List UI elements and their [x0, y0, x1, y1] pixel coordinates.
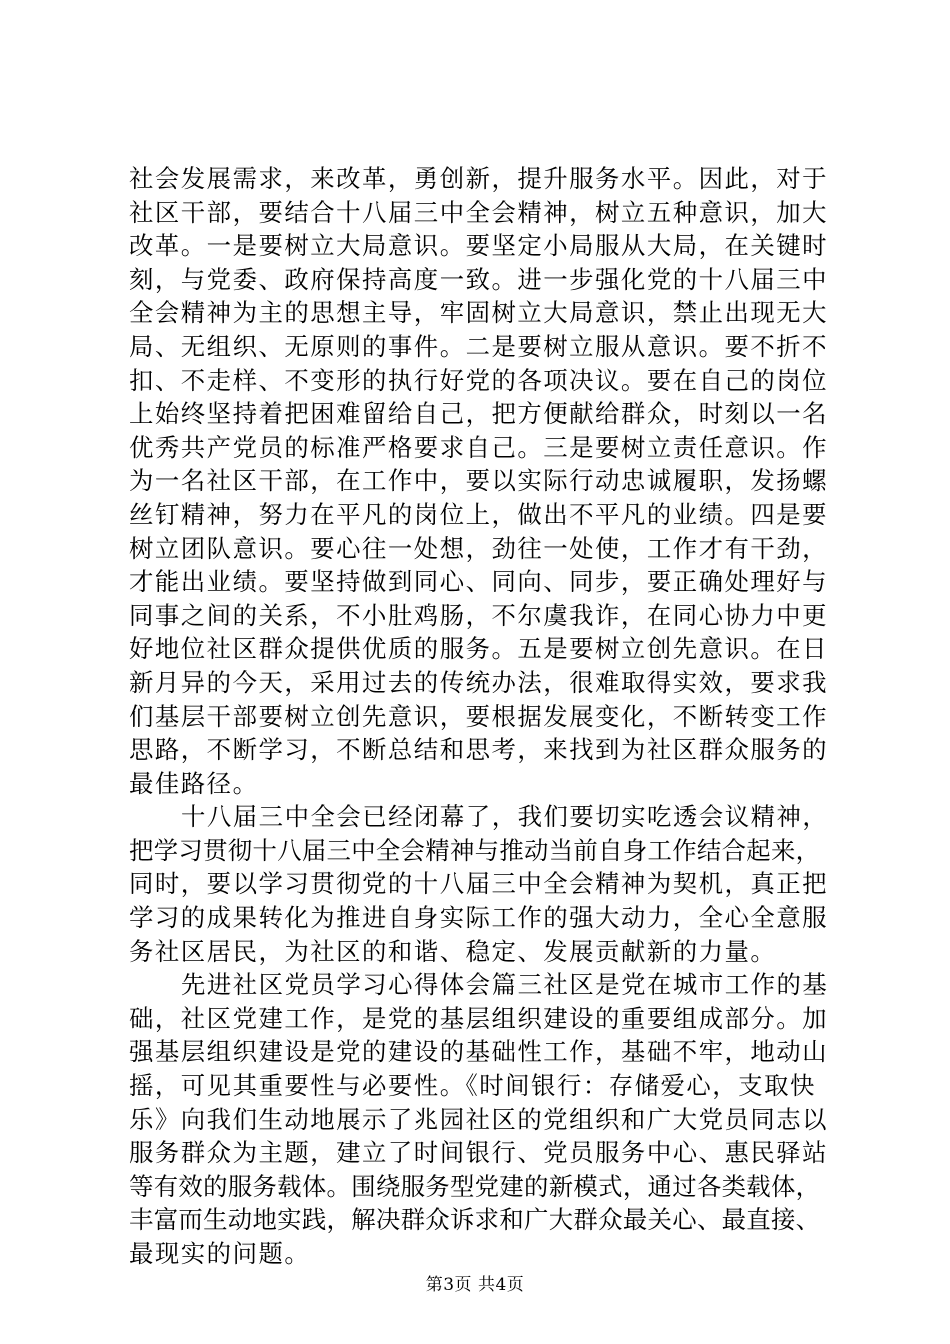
text-line: 们基层干部要树立创先意识，要根据发展变化，不断转变工作: [129, 701, 829, 731]
text-line: 全会精神为主的思想主导，牢固树立大局意识，禁止出现无大: [129, 298, 829, 328]
text-line: 务社区居民，为社区的和谐、稳定、发展贡献新的力量。: [129, 936, 777, 966]
text-line: 最现实的问题。: [129, 1239, 311, 1268]
text-line: 同时，要以学习贯彻党的十八届三中全会精神为契机，真正把: [129, 869, 829, 899]
text-line: 优秀共产党员的标准严格要求自己。三是要树立责任意识。作: [129, 432, 829, 462]
page-number-footer: 第3页 共4页: [425, 1275, 525, 1295]
text-line: 上始终坚持着把困难留给自己，把方便献给群众，时刻以一名: [129, 399, 829, 429]
text-line: 学习的成果转化为推进自身实际工作的强大动力，全心全意服: [129, 903, 829, 933]
text-line: 为一名社区干部，在工作中，要以实际行动忠诚履职，发扬螺: [129, 466, 829, 496]
text-line: 等有效的服务载体。围绕服务型党建的新模式，通过各类载体，: [129, 1171, 821, 1201]
text-line: 扣、不走样、不变形的执行好党的各项决议。要在自己的岗位: [129, 365, 829, 395]
text-line: 丰富而生动地实践，解决群众诉求和广大群众最关心、最直接、: [129, 1205, 821, 1235]
text-line: 树立团队意识。要心往一处想，劲往一处使，工作才有干劲，: [129, 533, 829, 563]
text-line: 才能出业绩。要坚持做到同心、同向、同步，要正确处理好与: [129, 567, 829, 597]
text-line: 好地位社区群众提供优质的服务。五是要树立创先意识。在日: [129, 634, 829, 664]
text-line: 思路，不断学习，不断总结和思考，来找到为社区群众服务的: [129, 735, 829, 765]
text-line: 新月异的今天，采用过去的传统办法，很难取得实效，要求我: [129, 667, 829, 697]
body-text: [129, 162, 829, 1271]
paragraph-first-line: 十八届三中全会已经闭幕了，我们要切实吃透会议精神，: [181, 802, 829, 832]
text-line: 把学习贯彻十八届三中全会精神与推动当前自身工作结合起来，: [129, 835, 821, 865]
text-line: 服务群众为主题，建立了时间银行、党员服务中心、惠民驿站: [129, 1138, 829, 1168]
text-line: 改革。一是要树立大局意识。要坚定小局服从大局，在关键时: [129, 231, 829, 261]
text-line: 同事之间的关系，不小肚鸡肠，不尔虞我诈，在同心协力中更: [129, 600, 829, 630]
text-line: 刻，与党委、政府保持高度一致。进一步强化党的十八届三中: [129, 264, 829, 294]
text-line: 局、无组织、无原则的事件。二是要树立服从意识。要不折不: [129, 331, 829, 361]
text-line: 社会发展需求，来改革，勇创新，提升服务水平。因此，对于: [129, 164, 829, 193]
text-line: 丝钉精神，努力在平凡的岗位上，做出不平凡的业绩。四是要: [129, 499, 829, 529]
text-line: 最佳路径。: [129, 768, 259, 798]
text-line: 强基层组织建设是党的建设的基础性工作，基础不牢，地动山: [129, 1037, 829, 1067]
text-line: 摇，可见其重要性与必要性。《时间银行：存储爱心，支取快: [129, 1071, 816, 1101]
text-line: 社区干部，要结合十八届三中全会精神，树立五种意识，加大: [129, 197, 829, 227]
paragraph-first-line: 先进社区党员学习心得体会篇三社区是党在城市工作的基: [181, 970, 829, 1000]
text-line: 乐》向我们生动地展示了兆园社区的党组织和广大党员同志以: [129, 1104, 829, 1134]
text-line: 础，社区党建工作，是党的基层组织建设的重要组成部分。加: [129, 1003, 829, 1033]
